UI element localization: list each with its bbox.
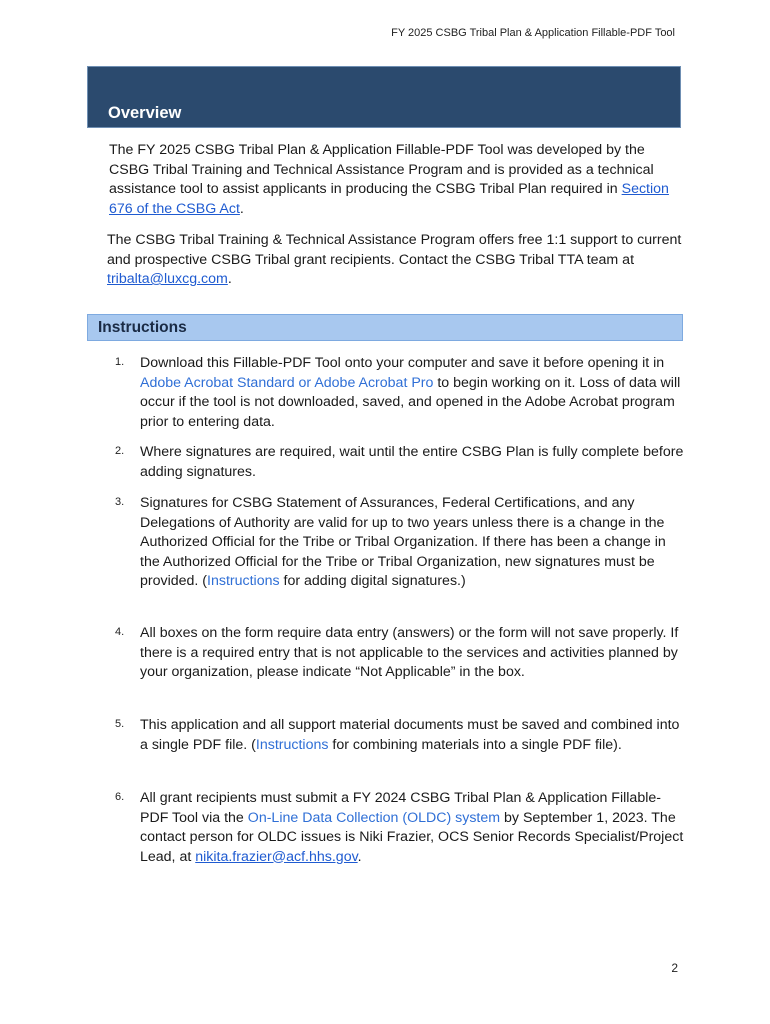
overview-para2-end: . (227, 271, 232, 287)
overview-para2-text: The CSBG Tribal Training & Technical Assistance Program offers free 1:1 support to current and prospective CSBG Tribal grant recipients. Contact the CSBG Tribal TTA team at (107, 232, 682, 268)
instructions-heading: Instructions (98, 319, 187, 336)
combine-instructions-link[interactable]: Instructions (255, 736, 329, 753)
adobe-acrobat-link[interactable]: Adobe Acrobat Standard or Adobe Acrobat Pro (140, 374, 434, 391)
overview-paragraph-2 (107, 231, 685, 290)
item-number: 2. (115, 445, 125, 457)
overview-heading: Overview (108, 104, 182, 122)
overview-para1-text: The FY 2025 CSBG Tribal Plan & Application Fillable-PDF Tool was developed by the CSBG Tribal Training and Technical Assistance Program and is provided as a technical assistance tool to assist applicants in producing the CSBG Tribal Plan required in (109, 142, 654, 197)
item-text-end: for adding digital signatures.) (279, 573, 466, 589)
item-text-end: to begin working on it. Loss of data will occur if the tool is not downloaded, saved, and opened in the Adobe Acrobat program prior to entering data. (140, 374, 681, 430)
instructions-banner (87, 314, 683, 341)
item-number: 5. (115, 718, 125, 730)
running-header: FY 2025 CSBG Tribal Plan & Application Fillable-PDF Tool (391, 27, 675, 39)
item-number: 6. (115, 791, 125, 803)
item-number: 3. (115, 496, 125, 508)
item-text: Where signatures are required, wait until the entire CSBG Plan is fully complete before adding signatures. (140, 444, 684, 480)
item-text-mid: by September 1, 2023. The contact person for OLDC issues is Niki Frazier, OCS Senior Records Specialist/Project Lead, at (140, 809, 684, 865)
signature-instructions-link[interactable]: Instructions (207, 573, 280, 589)
page-number: 2 (671, 961, 678, 975)
item-text: This application and all support material documents must be saved and combined into a single PDF file. ( (140, 717, 680, 753)
item-text: Signatures for CSBG Statement of Assurances, Federal Certifications, and any Delegations of Authority are valid for up to two years unless there is a change in the Authorized Official for the Tribe or Tribal Organization. If there has been a change in the Authorized Official for the Tribe or Tribal Organization, new signatures must be provided. ( (140, 495, 666, 589)
item-text: All grant recipients must submit a FY 2024 CSBG Tribal Plan & Application Fillable-PDF Tool via the (140, 790, 661, 826)
tribalta-email-link[interactable]: tribalta@luxcg.com (107, 271, 228, 287)
item-text-end: for combining materials into a single PDF file). (328, 736, 622, 753)
overview-banner (87, 66, 681, 128)
item-text: All boxes on the form require data entry (answers) or the form will not save properly. If there is a required entry that is not applicable to the services and activities planned by your organization, please indicate “Not Applicable” in the box. (140, 625, 679, 680)
overview-para1-end: . (239, 200, 244, 217)
item-number: 4. (115, 626, 125, 638)
item-number: 1. (115, 356, 125, 368)
item-text: Download this Fillable-PDF Tool onto your computer and save it before opening it in (140, 355, 665, 371)
oldc-system-link[interactable]: On-Line Data Collection (OLDC) system (247, 809, 501, 826)
overview-paragraph-1 (109, 141, 684, 219)
item-text-end: . (357, 848, 362, 865)
csbg-act-link[interactable]: Section 676 of the CSBG Act (109, 181, 669, 217)
frazier-email-link[interactable]: nikita.frazier@acf.hhs.gov (195, 848, 358, 865)
